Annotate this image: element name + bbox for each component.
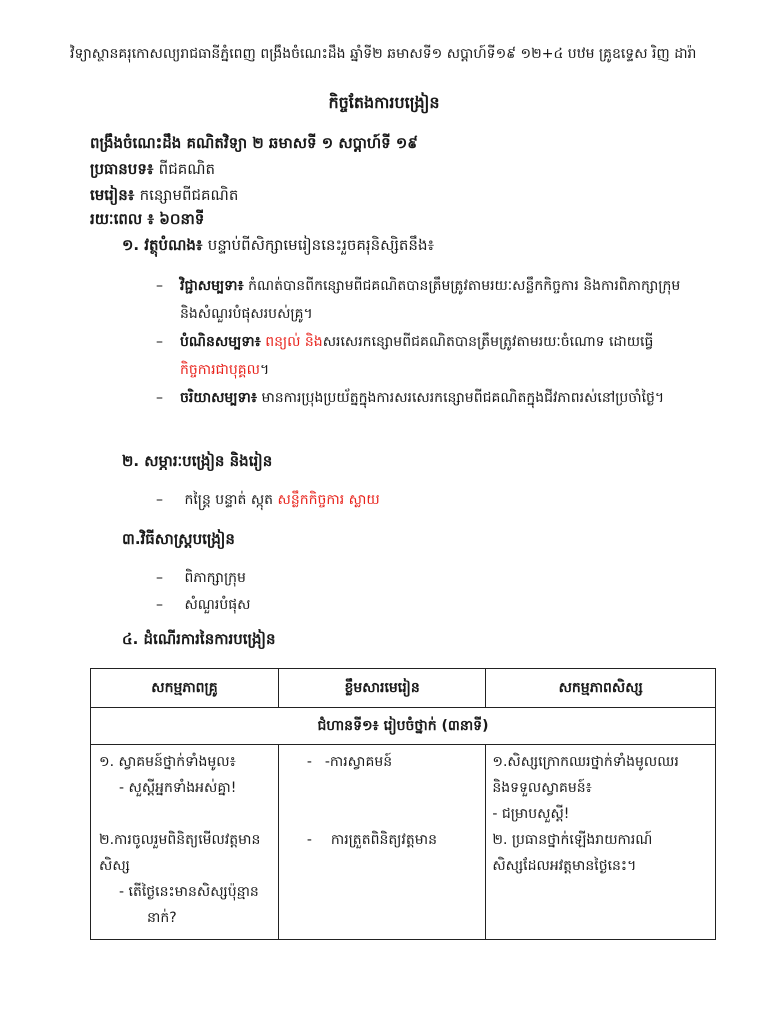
student-line: ១.សិស្សក្រោកឈរថ្នាក់ទាំងមូលឈរ (492, 754, 679, 770)
methods-heading: ៣.វិធីសាស្ត្របង្រៀន (122, 530, 235, 548)
bullet-dash: – (156, 597, 163, 613)
teacher-line: - សួស្ដីអ្នកទាំងអស់គ្នា! (119, 780, 237, 796)
document-header: វិទ្យាស្ថានគរុកោសល្យរាជធានីភ្នំពេញ ពង្រឹងចំណេះដឹង ឆ្នាំទី២ ឆមាសទី១ សប្ដាហ៍ទី១៩ ១២+៤ បឋម គ្រូឧទ្ទេស រិញ ដារ៉ា (70, 46, 697, 62)
objective-skill (156, 328, 686, 384)
content-line: - -ការស្វាគមន៍ (306, 754, 393, 770)
method-item (156, 595, 250, 616)
subject-line: ពង្រឹងចំណេះដឹង គណិតវិទ្យា ២ ឆមាសទី ១ សប្ដាហ៍ទី ១៩ (90, 134, 418, 152)
student-cell (486, 745, 716, 940)
col-student-header: សកម្មភាពសិស្ស (486, 669, 716, 708)
teacher-line: សិស្ស (99, 858, 130, 874)
duration-row (90, 210, 204, 232)
objective-knowledge (156, 272, 686, 328)
skill-label: បំណិនសម្បទា៖ (180, 334, 261, 350)
teacher-line: នាក់? (147, 910, 177, 926)
skill-text: សរសេរកន្សោមពីជគណិតបានត្រឹមត្រូវតាមរយៈចំណោទ ដោយធ្វើ (322, 334, 654, 350)
lesson-label: មេរៀន៖ (90, 186, 135, 204)
bullet-dash: – (156, 278, 163, 294)
attitude-label: ចរិយាសម្បទា៖ (180, 390, 257, 406)
content-line: - ការត្រួតពិនិត្យវត្តមាន (306, 832, 437, 848)
content-text: -ការស្វាគមន៍ (324, 754, 393, 770)
col-content-header: ខ្លឹមសារមេរៀន (278, 669, 485, 708)
procedure-heading: ៤. ដំណើរការនៃការបង្រៀន (122, 630, 276, 648)
bullet-dash: – (156, 570, 163, 586)
lesson-value: កន្សោមពីជគណិត (139, 186, 239, 204)
objectives-heading (122, 236, 434, 258)
knowledge-text: កំណត់បានពីកន្សោមពីជគណិតបានត្រឹមត្រូវតាមរយៈសន្លឹកកិច្ចការ និងការពិភាក្សាក្រុម និងសំណួរបំផុសរបស់គ្រូ។ (180, 278, 681, 322)
objectives-heading-text: បន្ទាប់ពីសិក្សាមេរៀននេះរួចគរុនិស្សិតនឹង៖ (207, 236, 435, 254)
col-teacher-header: សកម្មភាពគ្រូ (91, 669, 279, 708)
method-item (156, 568, 246, 589)
skill-highlight-2: កិច្ចការជាបុគ្គល (180, 362, 260, 378)
objectives-heading-label: ១. វត្ថុបំណង៖ (122, 236, 203, 254)
table-header-row (91, 669, 716, 708)
teacher-cell (91, 745, 279, 940)
teacher-line: ១. ស្វាគមន៍ថ្នាក់ទាំងមូល៖ (99, 754, 236, 770)
materials-text: កន្ត្រៃ បន្ទាត់ ស្កុត (184, 492, 274, 508)
table-row (91, 745, 716, 940)
bullet-dash: – (156, 334, 163, 350)
lesson-row (90, 186, 238, 208)
skill-highlight-1: ពន្យល់ និង (265, 334, 323, 350)
topic-value: ពីជគណិត (158, 160, 216, 178)
content-cell (278, 745, 485, 940)
materials-heading: ២. សម្ភារៈបង្រៀន និងរៀន (122, 452, 273, 470)
duration-value: ៖ ៦០នាទី (147, 210, 205, 228)
bullet-dash: – (156, 492, 163, 508)
materials-item (156, 490, 380, 511)
topic-row (90, 160, 215, 182)
skill-end: ។ (259, 362, 270, 378)
teacher-line: - តើថ្ងៃនេះមានសិស្សប៉ុន្មាន (119, 884, 259, 900)
topic-label: ប្រធានបទ៖ (90, 160, 154, 178)
method-text: សំណួរបំផុស (184, 597, 251, 613)
student-line: - ជម្រាបសួស្ដី! (492, 806, 570, 822)
student-line: សិស្សដែលអវត្តមានថ្ងៃនេះ។ (492, 858, 637, 874)
student-line: និងទទួលស្វាគមន៍៖ (492, 780, 592, 796)
teacher-line (99, 801, 272, 827)
page-title: កិច្ចតែងការបង្រៀន (328, 93, 440, 112)
duration-label: រយៈពេល (90, 210, 143, 228)
procedure-table (90, 668, 716, 940)
materials-highlight: សន្លឹកកិច្ចការ ស្លាយ (277, 492, 380, 508)
stage-row (91, 708, 716, 745)
content-text: ការត្រួតពិនិត្យវត្តមាន (330, 832, 437, 848)
teacher-line: ២.ការចូលរួមពិនិត្យមើលវត្តមាន (99, 832, 261, 848)
student-line: ២. ប្រធានថ្នាក់ឡើងរាយការណ៍ (492, 832, 653, 848)
objective-attitude (156, 384, 686, 412)
stage-label: ជំហានទី១៖ រៀបចំថ្នាក់ (៣នាទី) (91, 708, 716, 745)
bullet-dash: – (156, 390, 163, 406)
method-text: ពិភាក្សាក្រុម (184, 570, 246, 586)
attitude-text: មានការប្រុងប្រយ័ត្នក្នុងការសរសេរកន្សោមពីជគណិតក្នុងជីវភាពរស់នៅប្រចាំថ្ងៃ។ (261, 390, 665, 406)
knowledge-label: វិជ្ជាសម្បទា៖ (180, 278, 244, 294)
